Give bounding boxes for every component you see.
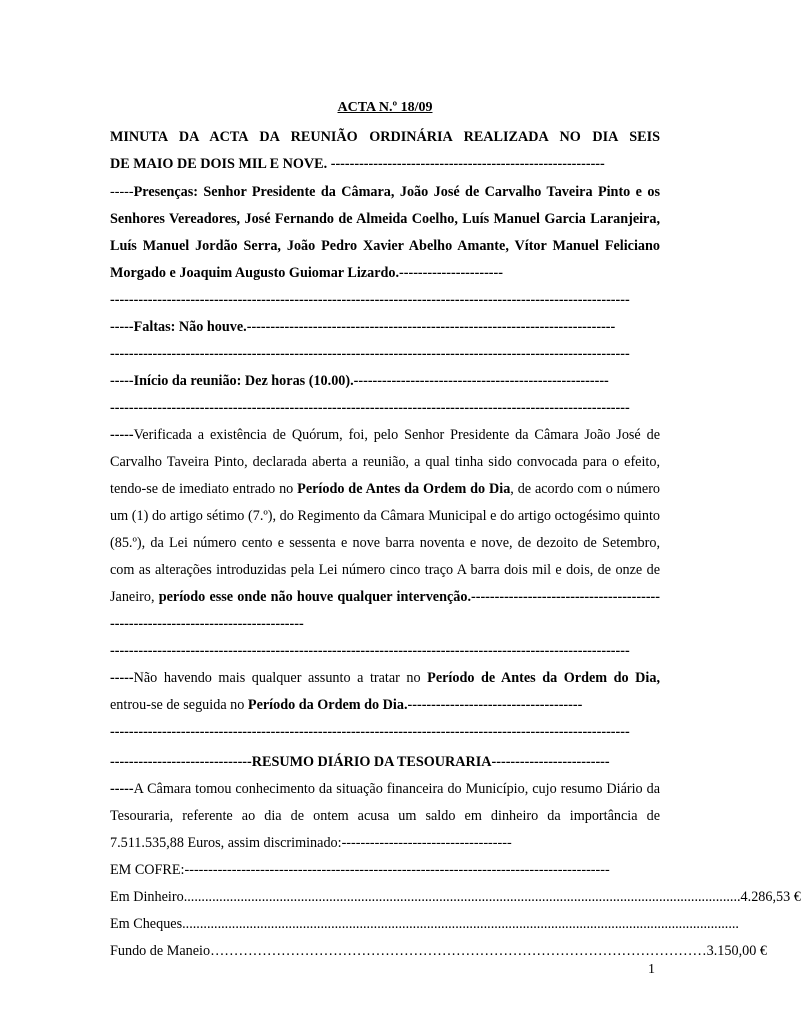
nao-havendo-bold-2: Período da Ordem do Dia. (247, 697, 408, 713)
item-amount: 4.286,53 € (740, 889, 801, 905)
verificada-bold-1: Período de Antes da Ordem do Dia (297, 481, 511, 497)
presencas-paragraph (110, 179, 660, 287)
nao-havendo-text-2: entrou-se de seguida no (110, 697, 248, 713)
nao-havendo-tail: ------------------------------------- (407, 697, 583, 713)
resumo-paragraph (110, 776, 660, 857)
document-page (110, 96, 801, 965)
item-row-cheques (110, 911, 739, 938)
nao-havendo-paragraph (110, 665, 660, 719)
faltas-line: -----Faltas: Não houve.------------------------------------------------------------------------------ (110, 319, 616, 335)
leader-dots: …………………………………………………………………………………………… (210, 943, 707, 959)
separator-line: -------------------------------------------------------------------------------------------------------------- (110, 346, 630, 362)
resumo-prefix: ----- (110, 781, 134, 797)
separator-line: -------------------------------------------------------------------------------------------------------------- (110, 292, 630, 308)
nao-havendo-prefix: ----- (110, 670, 134, 686)
item-label: Fundo de Maneio (110, 943, 211, 959)
page-number: 1 (648, 962, 655, 977)
verificada-paragraph (110, 422, 660, 638)
presencas-prefix: ----- (110, 184, 134, 200)
leader-dots: ............................................................................................................................................................. (182, 916, 739, 932)
heading-line-2: DE MAIO DE DOIS MIL E NOVE. ---------------------------------------------------------- (110, 156, 605, 172)
item-row-fundo-maneio (110, 938, 767, 965)
nao-havendo-bold-1: Período de Antes da Ordem do Dia, (427, 670, 660, 686)
item-label: Em Cheques (110, 916, 183, 932)
presencas-text: : Senhor Presidente da Câmara, João José de Carvalho Taveira Pinto e os Senhores Vereadores, José Fernando de Almeida Coelho, Luís Manuel Garcia Laranjeira, Luís Manuel Jordão Serra, João Pedro Xavier Abelho Amante, Vítor Manuel Feliciano Morgado e Joaquim Augusto Guiomar Lizardo.---------------------- (110, 184, 660, 281)
verificada-prefix: ----- (110, 427, 134, 443)
inicio-line: -----Início da reunião: Dez horas (10.00).------------------------------------------------------ (110, 373, 609, 389)
verificada-text-1: Verificada a existência de Quórum, foi, pelo Senhor Presidente da Câmara João José de Carvalho Taveira Pinto, declarada aberta a reunião, a qual tinha sido convocada para o efeito, tendo-se de imediato entrado no (110, 427, 660, 497)
verificada-bold-2: período esse onde não houve qualquer intervenção.--------------------------------------------------------------------------------- (110, 589, 660, 632)
separator-line: -------------------------------------------------------------------------------------------------------------- (110, 400, 630, 416)
separator-line: -------------------------------------------------------------------------------------------------------------- (110, 643, 630, 659)
item-label: Em Dinheiro (110, 889, 184, 905)
resumo-heading: ------------------------------RESUMO DIÁRIO DA TESOURARIA------------------------- (110, 754, 610, 770)
resumo-text: A Câmara tomou conhecimento da situação financeira do Município, cujo resumo Diário da Tesouraria, referente ao dia de ontem acusa um saldo em dinheiro da importância de 7.511.535,88 Euros, assim discriminado:------------------------------------ (110, 781, 660, 851)
item-amount: 3.150,00 € (706, 943, 767, 959)
item-row-dinheiro (110, 884, 801, 911)
verificada-text-2: , de acordo com o número um (1) do artigo sétimo (7.º), do Regimento da Câmara Municipal e do artigo octogésimo quinto (85.º), da Lei número cento e sessenta e nove barra noventa e nove, de dezoito de Setembro, com as alterações introduzidas pela Lei número cinco traço A barra dois mil e dois, de onze de Janeiro, (110, 481, 661, 605)
presencas-label: Presenças (133, 184, 194, 200)
separator-line: -------------------------------------------------------------------------------------------------------------- (110, 724, 630, 740)
document-title: ACTA N.º 18/09 (337, 100, 433, 115)
leader-dots: ............................................................................................................................................................. (183, 889, 741, 905)
em-cofre-line: EM COFRE:------------------------------------------------------------------------------------------ (110, 862, 610, 878)
heading-line-1: MINUTA DA ACTA DA REUNIÃO ORDINÁRIA REALIZADA NO DIA SEIS (110, 129, 660, 145)
nao-havendo-text-1: Não havendo mais qualquer assunto a tratar no (133, 670, 428, 686)
